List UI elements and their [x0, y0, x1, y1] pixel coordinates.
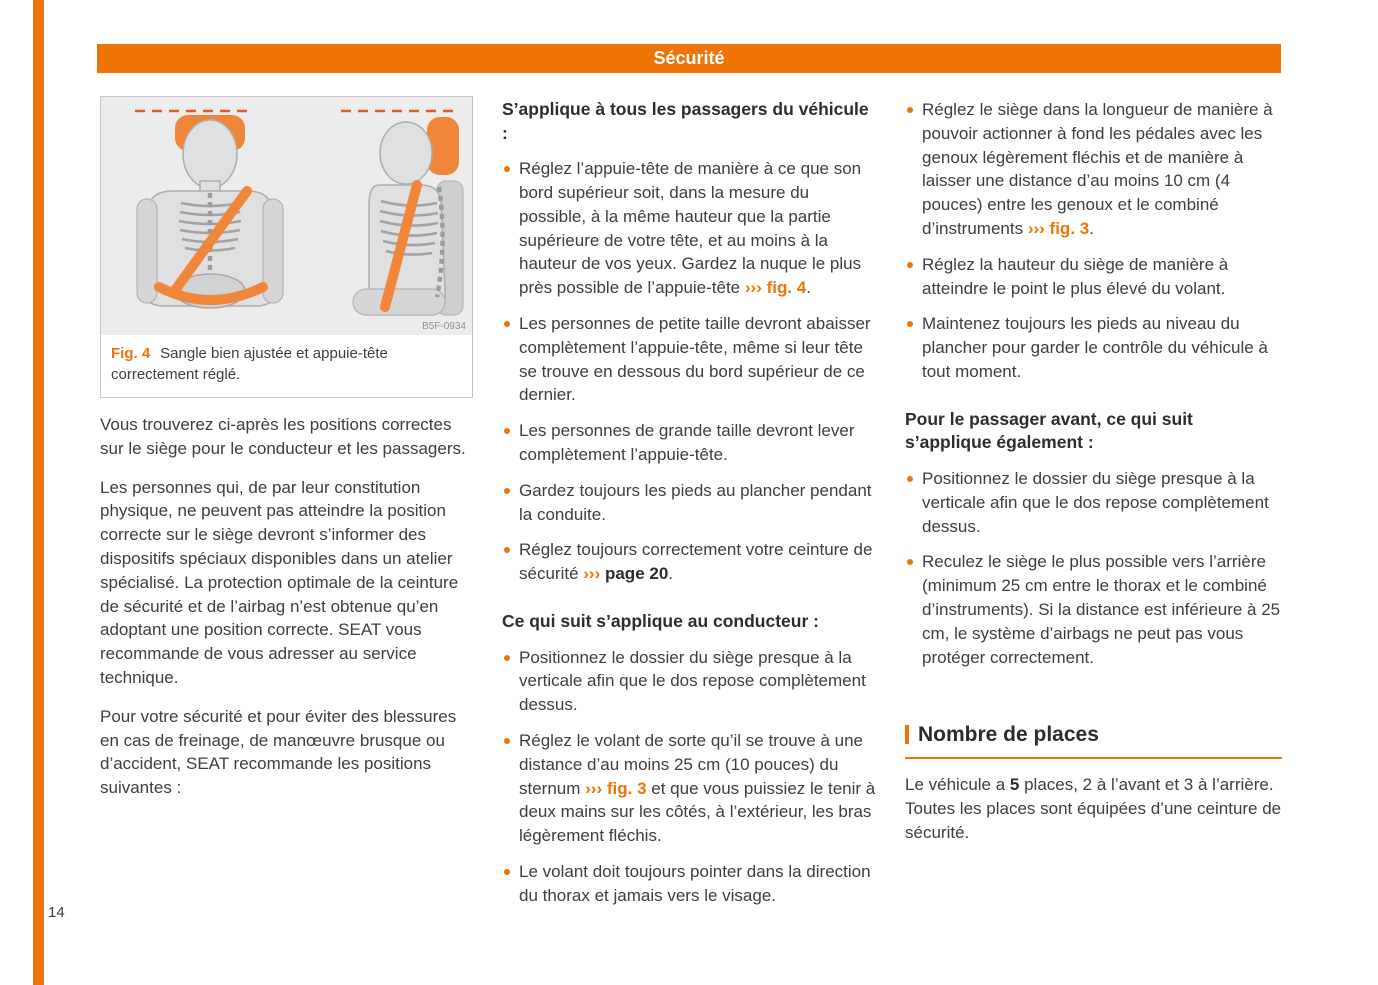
bullet-list-front-passenger [905, 467, 1282, 669]
figure-image [101, 97, 472, 335]
bullet-dot-icon [907, 107, 913, 113]
text-plain: Positionnez le dossier du siège presque à la verticale afin que le dos repose complètement dessus. [922, 469, 1269, 536]
figure-label: Fig. 4 [111, 345, 151, 362]
bullet-text [519, 538, 876, 586]
bullet-text [922, 312, 1282, 383]
text-plain: Positionnez le dossier du siège presque à la verticale afin que le dos repose complètement dessus. [519, 647, 866, 715]
bullet-text [519, 419, 876, 467]
text-plain: Maintenez toujours les pieds au niveau du plancher pour garder le contrôle du véhicule à tout moment. [922, 314, 1268, 381]
text-arrow: ››› [1027, 218, 1050, 238]
text-plain: Le volant doit toujours pointer dans la direction du thorax et jamais vers le visage. [519, 862, 871, 905]
bullet-dot-icon [907, 321, 913, 327]
text-plain: Réglez le siège dans la longueur de manière à pouvoir actionner à fond les pédales avec les genoux légèrement fléchis et de manière à laisser une distance d’au moins 10 cm (4 pouces) entre les genoux et le combiné d’instruments [922, 100, 1273, 238]
text-plain: Réglez l’appuie-tête de manière à ce que son bord supérieur soit, dans la mesure du possible, à la même hauteur que la partie supérieure de votre tête, et au moins à la hauteur de vos yeux. Gardez la nuque le plus près possible de l’appuie-tête [519, 159, 862, 298]
places-paragraph [905, 773, 1282, 844]
column-right [905, 96, 1282, 845]
text-plain: places, 2 à l’avant et 3 à l’arrière. Toutes les places sont équipées d’une ceinture de sécurité. [905, 775, 1282, 842]
text-plain: Reculez le siège le plus possible vers l’arrière (minimum 25 cm entre le thorax et le combiné d’instruments). Si la distance est inférieure à 25 cm, le système d’airbags ne peut pas vous protéger correctement. [922, 552, 1281, 667]
bullet-text [519, 860, 876, 908]
bullet-text [519, 479, 876, 527]
bullet-item [905, 253, 1282, 301]
text-plain: Le véhicule a [905, 775, 1010, 795]
text-plain: . [806, 278, 811, 298]
bullet-text [922, 467, 1282, 538]
text-plain: Gardez toujours les pieds au plancher pendant la conduite. [519, 480, 872, 524]
section-nombre-de-places [905, 723, 1282, 844]
bullet-dot-icon [907, 262, 913, 268]
bullet-item [502, 729, 876, 848]
section-title-nombre-de-places: Nombre de places [905, 723, 1282, 759]
text-plain: Les personnes de grande taille devront lever complètement l’appuie-tête. [519, 421, 855, 465]
text-pageref: page 20 [604, 564, 669, 584]
figure-code: B5F-0934 [422, 321, 466, 332]
chapter-title: Sécurité [653, 48, 725, 68]
bullet-item [905, 98, 1282, 241]
bullet-dot-icon [504, 321, 510, 327]
bullet-text [519, 157, 876, 300]
bullet-text [922, 98, 1282, 241]
text-arrow: ››› [585, 778, 607, 798]
chapter-header [97, 44, 1281, 73]
bullet-text [519, 729, 876, 848]
page-number: 14 [48, 904, 65, 921]
bullet-dot-icon [504, 166, 510, 172]
bullet-list-driver [502, 646, 876, 908]
text-figref: fig. 4 [766, 278, 807, 298]
paragraph: Vous trouverez ci-après les positions correctes sur le siège pour le conducteur et les passagers. [100, 415, 466, 458]
bullet-list-all-passengers [502, 157, 876, 586]
figure-caption-text: Sangle bien ajustée et appuie-tête correctement réglé. [111, 345, 388, 383]
section-heading-all-passengers: S’applique à tous les passagers du véhicule : [502, 99, 869, 143]
bullet-dot-icon [504, 869, 510, 875]
bullet-item [905, 550, 1282, 669]
side-skeleton [353, 117, 463, 315]
text-arrow: ››› [583, 564, 605, 584]
text-figref: fig. 3 [606, 778, 647, 798]
bullet-item [905, 312, 1282, 383]
bullet-dot-icon [504, 547, 510, 553]
bullet-item [905, 467, 1282, 538]
bullet-text [519, 646, 876, 717]
seat-position-illustration [101, 97, 472, 335]
text-plain: Réglez la hauteur du siège de manière à atteindre le point le plus élevé du volant. [922, 254, 1229, 298]
text-plain: . [668, 564, 674, 584]
text-plain: Réglez toujours correctement votre ceinture de sécurité [519, 540, 873, 584]
bullet-item [502, 646, 876, 717]
paragraph: Pour votre sécurité et pour éviter des blessures en cas de freinage, de manœuvre brusque ou d’accident, SEAT recommande les positions suivantes : [100, 706, 457, 798]
text-plain: et que vous puissiez le tenir à deux mains sur les côtés, à l’extérieur, les bras légèrement fléchis. [519, 778, 876, 846]
bullet-dot-icon [504, 428, 510, 434]
text-arrow: ››› [744, 278, 767, 298]
section-heading-driver: Ce qui suit s’applique au conducteur : [502, 611, 819, 631]
bullet-item [502, 312, 876, 407]
intro-paragraphs [100, 413, 473, 800]
bullet-dot-icon [504, 738, 510, 744]
bullet-text [922, 253, 1282, 301]
bullet-item [502, 419, 876, 467]
text-plain: . [1089, 218, 1094, 238]
figure-caption [101, 335, 472, 397]
text-plain: Les personnes de petite taille devront abaisser complètement l’appuie-tête, même si leur tête se trouve en dessous du bord supérieur de ce dernier. [519, 314, 871, 405]
section-heading-front-passenger: Pour le passager avant, ce qui suit s’applique également : [905, 408, 1193, 453]
bullet-item [502, 860, 876, 908]
text-bold: 5 [1009, 775, 1020, 795]
bullet-item [502, 479, 876, 527]
text-plain: Réglez le volant de sorte qu’il se trouve à une distance d’au moins 25 cm (10 pouces) du sternum [519, 731, 863, 798]
bullet-dot-icon [907, 559, 913, 565]
column-left [100, 96, 473, 800]
bullet-dot-icon [504, 655, 510, 661]
bullet-text [922, 550, 1282, 669]
bullet-dot-icon [907, 476, 913, 482]
bullet-text [519, 312, 876, 407]
page-edge-accent-bar [33, 0, 44, 985]
front-skeleton [137, 115, 283, 308]
bullet-item [502, 157, 876, 300]
bullet-item [502, 538, 876, 586]
paragraph: Les personnes qui, de par leur constitution physique, ne peuvent pas atteindre la position correcte sur le siège devront s’informer des dispositifs spéciaux disponibles dans un atelier spécialisé. La protection optimale de la ceinture de sécurité et de l’airbag n’est obtenue qu’en adoptant une position correcte. SEAT vous recommande de vous adresser au service technique. [100, 477, 459, 687]
text-figref: fig. 3 [1049, 218, 1090, 238]
bullet-dot-icon [504, 488, 510, 494]
bullet-list-driver-continued [905, 98, 1282, 384]
column-middle [502, 96, 876, 908]
figure-4 [100, 96, 473, 398]
